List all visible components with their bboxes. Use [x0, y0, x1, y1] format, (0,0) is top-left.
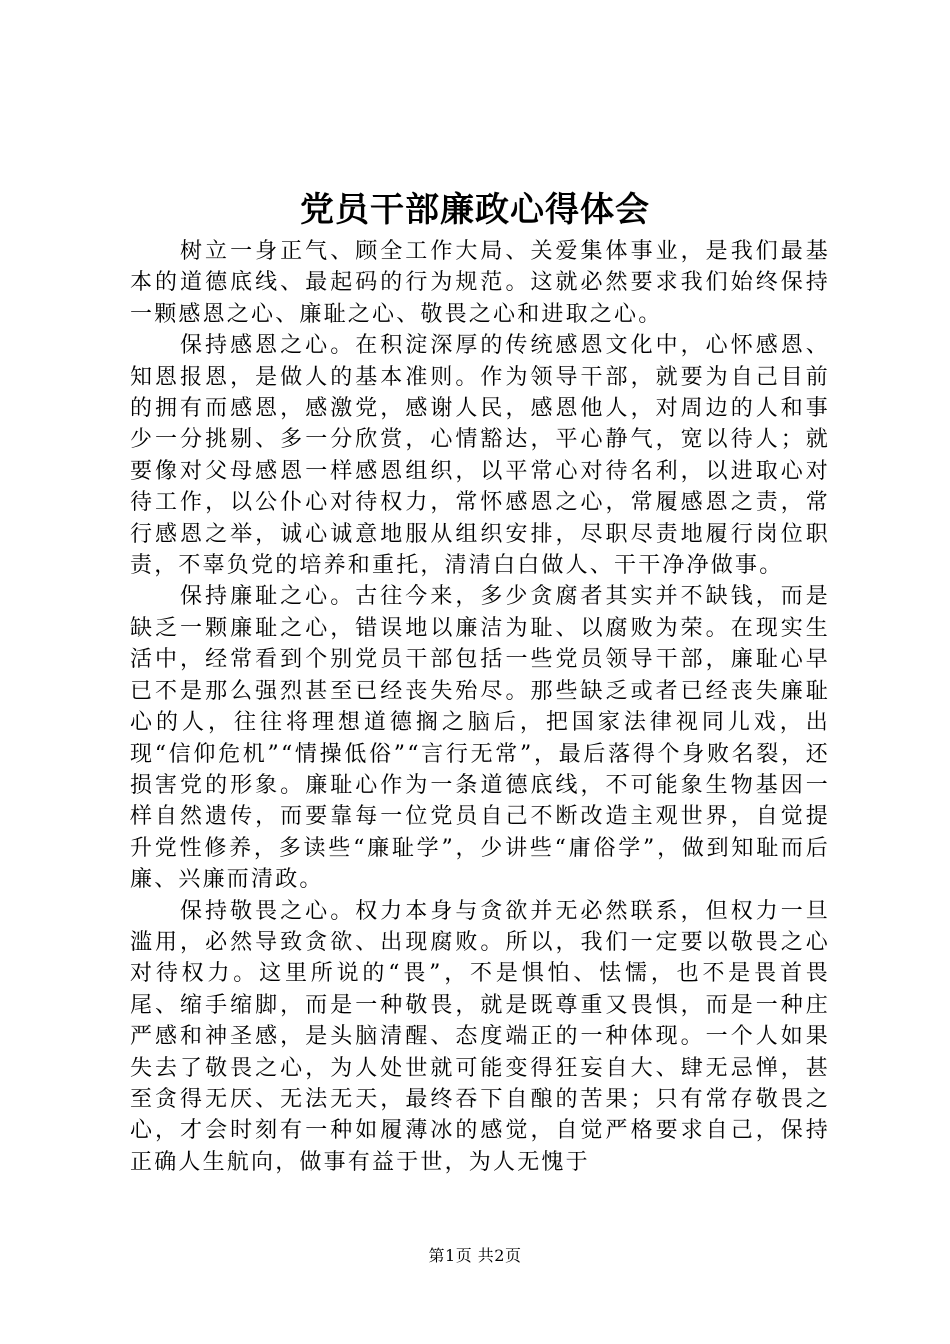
paragraph-reverence: 保持敬畏之心。权力本身与贪欲并无必然联系，但权力一旦滥用，必然导致贪欲、出现腐败。所以，我们一定要以敬畏之心对待权力。这里所说的“畏”，不是惧怕、怯懦，也不是畏首畏尾、缩手缩脚，而是一种敬畏，就是既尊重又畏惧，而是一种庄严感和神圣感，是头脑清醒、态度端正的一种体现。一个人如果失去了敬畏之心，为人处世就可能变得狂妄自大、肆无忌惮，甚至贪得无厌、无法无天，最终吞下自酿的苦果；只有常存敬畏之心，才会时刻有一种如履薄冰的感觉，自觉严格要求自己，保持正确人生航向，做事有益于世，为人无愧于: [130, 898, 830, 1175]
paragraph-intro: 树立一身正气、顾全工作大局、关爱集体事业，是我们最基本的道德底线、最起码的行为规范。这就必然要求我们始终保持一颗感恩之心、廉耻之心、敬畏之心和进取之心。: [130, 239, 830, 327]
paragraph-gratitude: 保持感恩之心。在积淀深厚的传统感恩文化中，心怀感恩、知恩报恩，是做人的基本准则。作为领导干部，就要为自己目前的拥有而感恩，感激党，感谢人民，感恩他人，对周边的人和事少一分挑剔、多一分欣赏，心情豁达，平心静气，宽以待人；就要像对父母感恩一样感恩组织，以平常心对待名利，以进取心对待工作，以公仆心对待权力，常怀感恩之心，常履感恩之责，常行感恩之举，诚心诚意地服从组织安排，尽职尽责地履行岗位职责，不辜负党的培养和重托，清清白白做人、干干净净做事。: [130, 333, 830, 579]
document-title: 党员干部廉政心得体会: [300, 190, 650, 230]
page-number-footer: 第1页 共2页: [428, 1246, 522, 1265]
document-body: [130, 236, 830, 1178]
paragraph-shame: 保持廉耻之心。古往今来，多少贪腐者其实并不缺钱，而是缺乏一颗廉耻之心，错误地以廉洁为耻、以腐败为荣。在现实生活中，经常看到个别党员干部包括一些党员领导干部，廉耻心早已不是那么强烈甚至已经丧失殆尽。那些缺乏或者已经丧失廉耻心的人，往往将理想道德搁之脑后，把国家法律视同儿戏，出现“信仰危机”“情操低俗”“言行无常”，最后落得个身败名裂，还损害党的形象。廉耻心作为一条道德底线，不可能象生物基因一样自然遗传，而要靠每一位党员自己不断改造主观世界，自觉提升党性修养，多读些“廉耻学”，少讲些“庸俗学”，做到知耻而后廉、兴廉而清政。: [130, 584, 830, 893]
